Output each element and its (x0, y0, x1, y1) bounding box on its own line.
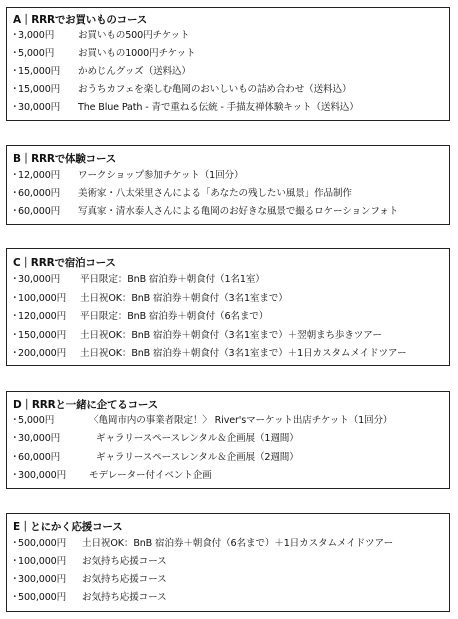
item-description: かめじんグッズ（送料込） (78, 66, 191, 77)
item-description: お気持ち応援コース (82, 574, 167, 585)
price: 60,000円 (18, 452, 61, 463)
list-item (10, 553, 167, 571)
section-title: B｜RRRで体験コース (13, 153, 117, 165)
item-description: 平日限定：BnB 宿泊券＋朝食付（1名1室） (80, 274, 265, 285)
price: 12,000円 (18, 170, 61, 181)
list-item (10, 571, 167, 589)
list-item (10, 167, 244, 185)
list-item (10, 467, 212, 485)
item-description: ギャラリースペースレンタル＆企画展（2週間） (96, 452, 299, 463)
bullet: ・ (10, 311, 20, 322)
item-description: お買いもの1000円チケット (78, 48, 196, 59)
bullet: ・ (10, 66, 20, 77)
price: 100,000円 (18, 293, 67, 304)
bullet: ・ (10, 206, 20, 217)
list-item (10, 345, 407, 363)
item-description: お気持ち応援コース (82, 592, 167, 603)
list-item (10, 27, 190, 45)
price: 3,000円 (18, 30, 55, 41)
price: 30,000円 (18, 102, 61, 113)
bullet: ・ (10, 452, 20, 463)
list-item (10, 290, 288, 308)
course-section-b (6, 145, 450, 225)
item-description: 写真家・清水泰人さんによる亀岡のお好きな風景で撮るロケーションフォト (78, 206, 399, 217)
list-item (10, 308, 269, 326)
list-item (10, 99, 359, 117)
list-item (10, 449, 299, 467)
price: 15,000円 (18, 66, 61, 77)
price: 100,000円 (18, 556, 67, 567)
price: 30,000円 (18, 274, 61, 285)
bullet: ・ (10, 274, 20, 285)
section-title: C｜RRRで宿泊コース (13, 257, 116, 269)
list-item (10, 185, 352, 203)
bullet: ・ (10, 188, 20, 199)
bullet: ・ (10, 415, 20, 426)
course-section-c (6, 248, 450, 366)
course-section-d (6, 391, 450, 489)
item-description: ワークショップ参加チケット（1回分） (78, 170, 244, 181)
price: 500,000円 (18, 538, 67, 549)
item-description: お気持ち応援コース (82, 556, 167, 567)
item-description: 〈亀岡市内の事業者限定！〉 River'sマーケット出店チケット（1回分） (89, 415, 393, 426)
section-title: D｜RRRと一緒に企てるコース (13, 399, 158, 411)
course-section-e (6, 513, 450, 612)
bullet: ・ (10, 556, 20, 567)
price: 30,000円 (18, 433, 61, 444)
list-item (10, 45, 196, 63)
item-description: 土日祝OK：BnB 宿泊券＋朝食付（3名1室まで）＋1日カスタムメイドツアー (80, 348, 407, 359)
bullet: ・ (10, 538, 20, 549)
list-item (10, 81, 352, 99)
bullet: ・ (10, 84, 20, 95)
bullet: ・ (10, 348, 20, 359)
item-description: The Blue Path - 青で重ねる伝統 - 手描友禅体験キット（送料込） (78, 102, 359, 113)
bullet: ・ (10, 48, 20, 59)
list-item (10, 203, 399, 221)
bullet: ・ (10, 293, 20, 304)
price: 15,000円 (18, 84, 61, 95)
item-description: おうちカフェを楽しむ亀岡のおいしいもの詰め合わせ（送料込） (78, 84, 352, 95)
list-item (10, 535, 394, 553)
list-item (10, 412, 393, 430)
list-item (10, 430, 299, 448)
price: 300,000円 (18, 574, 67, 585)
bullet: ・ (10, 592, 20, 603)
item-description: 平日限定：BnB 宿泊券＋朝食付（6名まで） (80, 311, 269, 322)
bullet: ・ (10, 170, 20, 181)
bullet: ・ (10, 574, 20, 585)
price: 150,000円 (18, 330, 67, 341)
section-title: A｜RRRでお買いものコース (13, 14, 148, 26)
price: 60,000円 (18, 206, 61, 217)
bullet: ・ (10, 30, 20, 41)
price: 5,000円 (18, 415, 55, 426)
price: 300,000円 (18, 470, 67, 481)
list-item (10, 327, 382, 345)
item-description: 美術家・八太栄里さんによる「あなたの残したい風景」作品制作 (78, 188, 352, 199)
bullet: ・ (10, 470, 20, 481)
price: 120,000円 (18, 311, 67, 322)
list-item (10, 271, 265, 289)
bullet: ・ (10, 433, 20, 444)
course-section-a (6, 7, 450, 121)
bullet: ・ (10, 102, 20, 113)
price: 60,000円 (18, 188, 61, 199)
item-description: モデレーター付イベント企画 (89, 470, 212, 481)
item-description: 土日祝OK：BnB 宿泊券＋朝食付（3名1室まで）＋翌朝まち歩きツアー (80, 330, 382, 341)
price: 500,000円 (18, 592, 67, 603)
section-title: E｜とにかく応援コース (13, 521, 123, 533)
item-description: 土日祝OK：BnB 宿泊券＋朝食付（6名まで）＋1日カスタムメイドツアー (82, 538, 394, 549)
item-description: 土日祝OK：BnB 宿泊券＋朝食付（3名1室まで） (80, 293, 288, 304)
list-item (10, 589, 167, 607)
item-description: お買いもの500円チケット (78, 30, 190, 41)
price: 5,000円 (18, 48, 55, 59)
price: 200,000円 (18, 348, 67, 359)
list-item (10, 63, 191, 81)
bullet: ・ (10, 330, 20, 341)
item-description: ギャラリースペースレンタル＆企画展（1週間） (96, 433, 299, 444)
